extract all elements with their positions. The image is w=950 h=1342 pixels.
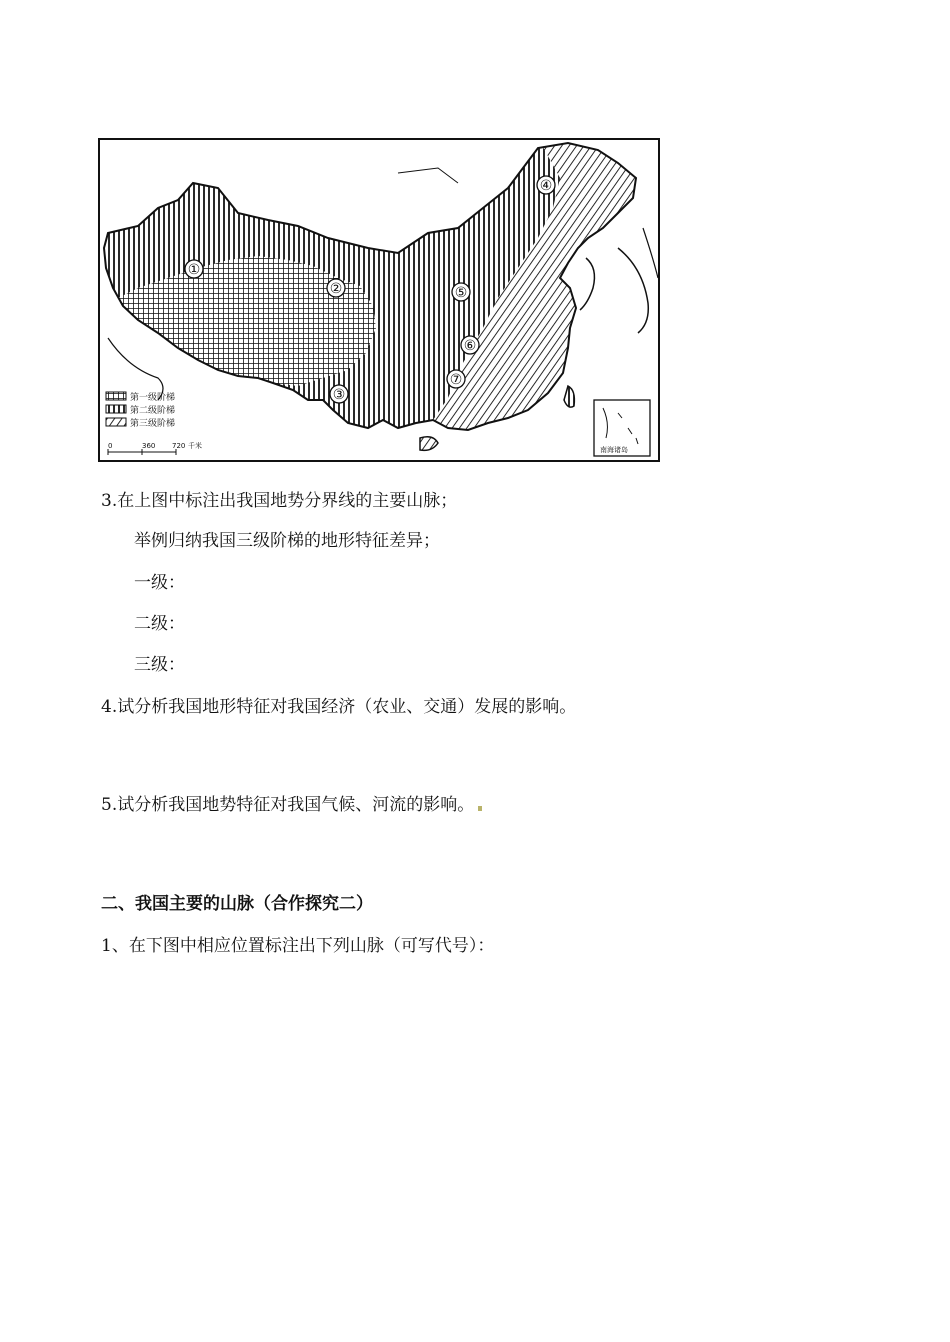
scale-tick-720: 720 xyxy=(172,442,186,450)
marker-1: ① xyxy=(187,262,201,278)
marker-2: ② xyxy=(329,281,343,297)
marker-7: ⑦ xyxy=(449,372,463,388)
stray-mark xyxy=(478,806,482,811)
section-2-question-1: 1、在下图中相应位置标注出下列山脉（可写代号）： xyxy=(101,936,495,956)
legend-step3: 第三级阶梯 xyxy=(130,419,176,429)
legend-step1: 第一级阶梯 xyxy=(130,393,176,403)
scale-tick-0: 0 xyxy=(108,442,113,450)
marker-5: ⑤ xyxy=(454,285,468,301)
question-3-sub: 举例归纳我国三级阶梯的地形特征差异； xyxy=(134,531,440,551)
marker-6: ⑥ xyxy=(463,338,477,354)
scale-unit: 千米 xyxy=(188,442,202,450)
map-legend xyxy=(106,391,175,429)
legend-step2: 第二级阶梯 xyxy=(130,406,176,416)
terrain-steps-map xyxy=(98,138,663,465)
question-5: 5.试分析我国地势特征对我国气候、河流的影响。 xyxy=(101,795,475,815)
question-4: 4.试分析我国地形特征对我国经济（农业、交通）发展的影响。 xyxy=(101,697,577,717)
marker-3: ③ xyxy=(332,387,346,403)
scale-tick-360: 360 xyxy=(142,442,156,450)
south-china-sea-inset xyxy=(594,400,650,456)
marker-4: ④ xyxy=(539,178,553,194)
inset-label: 南海诸岛 xyxy=(600,446,628,454)
level-2-label: 二级： xyxy=(134,614,185,634)
question-5-row xyxy=(101,794,482,816)
section-2-heading: 二、我国主要的山脉（合作探究二） xyxy=(101,894,373,914)
level-1-label: 一级： xyxy=(134,573,185,593)
question-3: 3.在上图中标注出我国地势分界线的主要山脉； xyxy=(101,491,458,511)
level-3-label: 三级： xyxy=(134,655,185,675)
